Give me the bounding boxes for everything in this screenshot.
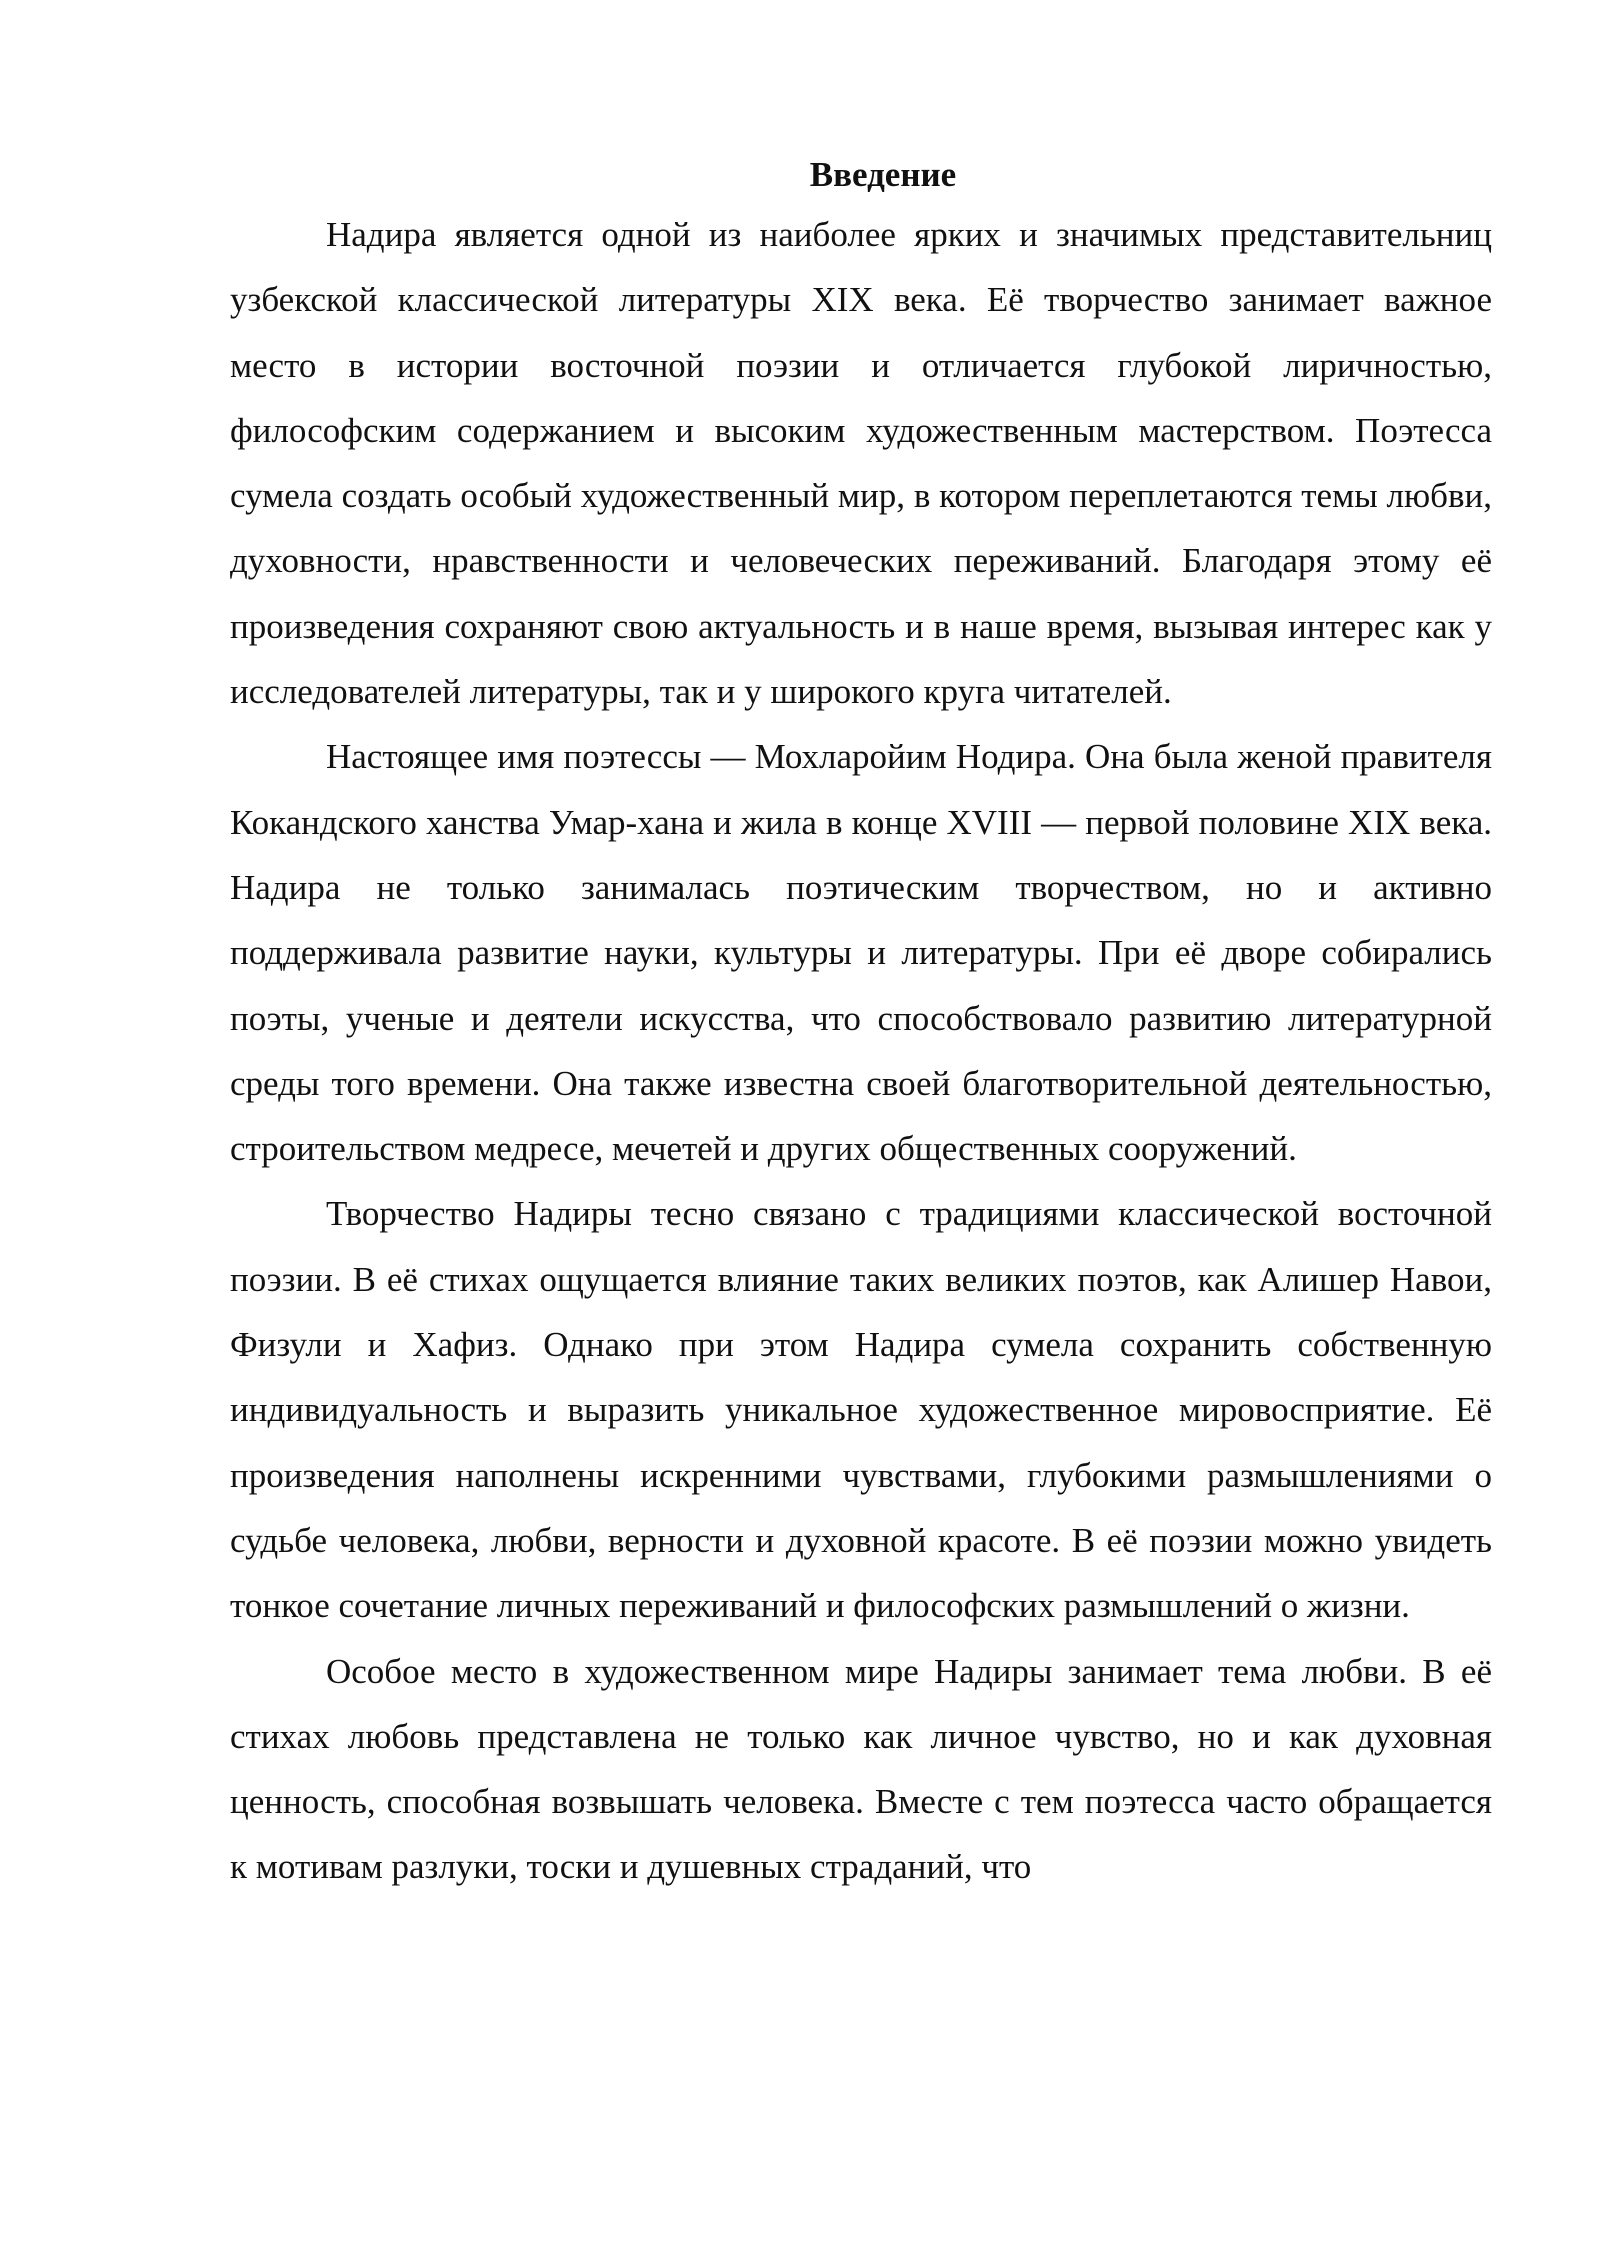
paragraph: Творчество Надиры тесно связано с традициями классической восточной поэзии. В её стихах ощущается влияние таких великих поэтов, как Алишер Навои, Физули и Хафиз. Однако при этом Надира сумела сохранить собственную индивидуальность и выразить уникальное художественное мировосприятие. Её произведения наполнены искренними чувствами, глубокими размышлениями о судьбе человека, любви, верности и духовной красоте. В её поэзии можно увидеть тонкое сочетание личных переживаний и философских размышлений о жизни. xyxy=(230,1194,1492,1626)
document-body xyxy=(230,148,1492,1900)
paragraph: Особое место в художественном мире Надиры занимает тема любви. В её стихах любовь представлена не только как личное чувство, но и как духовная ценность, способная возвышать человека. Вместе с тем поэтесса часто обращается к мотивам разлуки, тоски и душевных страданий, что xyxy=(230,1651,1492,1887)
page-title: Введение xyxy=(809,155,957,194)
paragraph: Надира является одной из наиболее ярких и значимых представительниц узбекской классической литературы XIX века. Её творчество занимает важное место в истории восточной поэзии и отличается глубокой лиричностью, философским содержанием и высоким художественным мастерством. Поэтесса сумела создать особый художественный мир, в котором переплетаются темы любви, духовности, нравственности и человеческих переживаний. Благодаря этому её произведения сохраняют свою актуальность и в наше время, вызывая интерес как у исследователей литературы, так и у широкого круга читателей. xyxy=(230,215,1492,712)
paragraph: Настоящее имя поэтессы — Мохларойим Нодира. Она была женой правителя Кокандского ханства Умар-хана и жила в конце XVIII — первой половине XIX века. Надира не только занималась поэтическим творчеством, но и активно поддерживала развитие науки, культуры и литературы. При её дворе собирались поэты, ученые и деятели искусства, что способствовало развитию литературной среды того времени. Она также известна своей благотворительной деятельностью, строительством медресе, мечетей и других общественных сооружений. xyxy=(230,737,1492,1169)
